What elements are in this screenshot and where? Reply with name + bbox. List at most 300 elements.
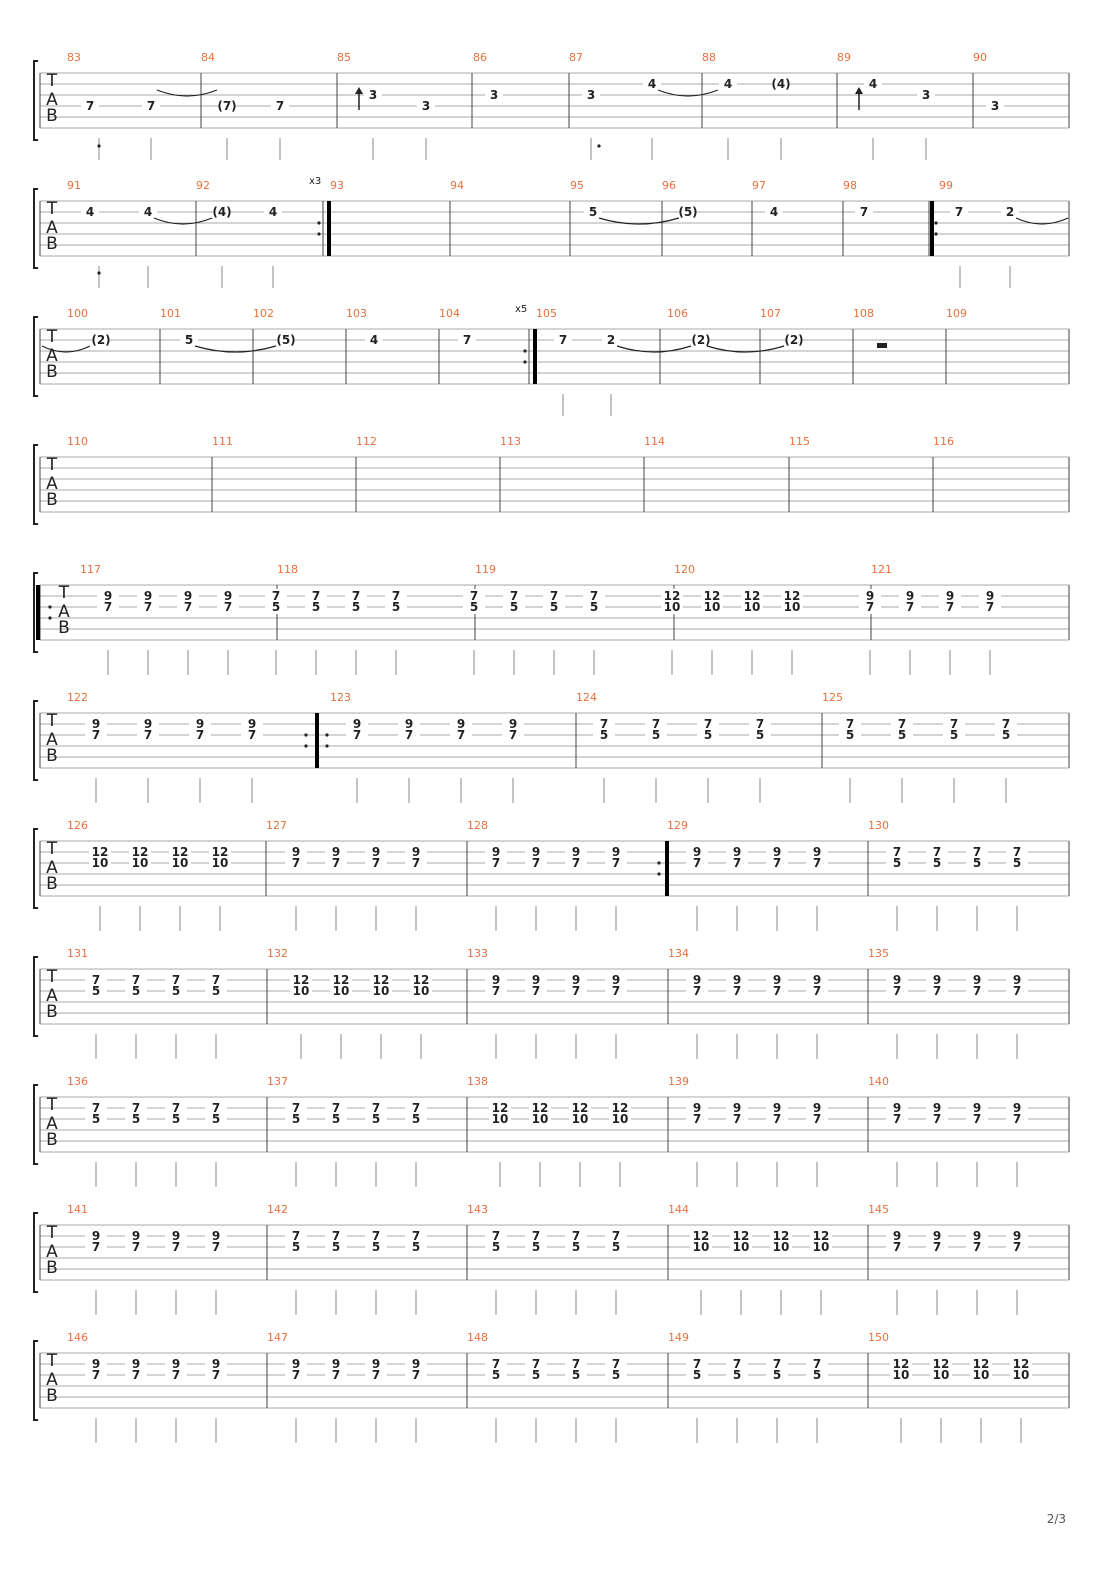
fret-number: 7 bbox=[131, 1101, 141, 1115]
tab-clef-b: B bbox=[46, 106, 58, 126]
fret-number: 12 bbox=[131, 845, 149, 859]
fret-number: 7 bbox=[411, 856, 421, 870]
repeat-dot bbox=[657, 861, 660, 864]
fret-number: 10 bbox=[972, 1368, 990, 1382]
fret-number: 7 bbox=[171, 1101, 181, 1115]
repeat-dot bbox=[48, 616, 51, 619]
fret-number: 9 bbox=[508, 717, 518, 731]
measure-number: 125 bbox=[822, 691, 843, 704]
fret-number: 9 bbox=[945, 589, 955, 603]
fret-number: 5 bbox=[588, 205, 598, 219]
measure-number: 126 bbox=[67, 819, 88, 832]
repeat-dot bbox=[48, 605, 51, 608]
tab-clef-t: T bbox=[46, 71, 58, 91]
fret-number: 9 bbox=[972, 973, 982, 987]
system-bracket bbox=[34, 957, 38, 1036]
fret-number: 5 bbox=[589, 600, 599, 614]
fret-number: 7 bbox=[146, 99, 156, 113]
fret-number: 5 bbox=[571, 1368, 581, 1382]
measure-number: 87 bbox=[569, 51, 583, 64]
measure-number: 122 bbox=[67, 691, 88, 704]
fret-number: 5 bbox=[651, 728, 661, 742]
measure-number: 143 bbox=[467, 1203, 488, 1216]
fret-number: 7 bbox=[371, 856, 381, 870]
fret-number: 7 bbox=[692, 1357, 702, 1371]
system-bracket bbox=[34, 189, 38, 268]
fret-number: 5 bbox=[1001, 728, 1011, 742]
fret-number: 7 bbox=[247, 728, 257, 742]
fret-number: 4 bbox=[769, 205, 779, 219]
measure-number: 136 bbox=[67, 1075, 88, 1088]
measure-number: 96 bbox=[662, 179, 676, 192]
system-bracket bbox=[34, 61, 38, 140]
measure-number: 105 bbox=[536, 307, 557, 320]
fret-number: 10 bbox=[292, 984, 310, 998]
bend-arrow-head bbox=[355, 87, 363, 94]
tab-clef-a: A bbox=[46, 730, 58, 750]
fret-number: 9 bbox=[972, 1229, 982, 1243]
tab-clef-a: A bbox=[46, 1242, 58, 1262]
fret-number: 7 bbox=[271, 589, 281, 603]
fret-number: 9 bbox=[972, 1101, 982, 1115]
fret-number: 7 bbox=[845, 717, 855, 731]
fret-number: 7 bbox=[812, 984, 822, 998]
fret-number: 9 bbox=[331, 1357, 341, 1371]
measure-number: 134 bbox=[668, 947, 689, 960]
tab-clef-b: B bbox=[46, 1258, 58, 1278]
measure-number: 147 bbox=[267, 1331, 288, 1344]
fret-number: 7 bbox=[411, 1229, 421, 1243]
fret-number: 5 bbox=[491, 1240, 501, 1254]
fret-number: 9 bbox=[812, 845, 822, 859]
fret-number: (4) bbox=[771, 77, 791, 91]
fret-number: 12 bbox=[491, 1101, 509, 1115]
fret-number: 3 bbox=[990, 99, 1000, 113]
measure-number: 108 bbox=[853, 307, 874, 320]
fret-number: 5 bbox=[171, 1112, 181, 1126]
tab-clef-t: T bbox=[46, 839, 58, 859]
fret-number: 7 bbox=[972, 984, 982, 998]
fret-number: 10 bbox=[812, 1240, 830, 1254]
measure-number: 131 bbox=[67, 947, 88, 960]
tab-clef-a: A bbox=[46, 218, 58, 238]
fret-number: 5 bbox=[351, 600, 361, 614]
fret-number: 10 bbox=[211, 856, 229, 870]
measure-number: 116 bbox=[933, 435, 954, 448]
fret-number: 9 bbox=[291, 1357, 301, 1371]
fret-number: 7 bbox=[651, 717, 661, 731]
fret-number: (4) bbox=[212, 205, 232, 219]
fret-number: 5 bbox=[371, 1112, 381, 1126]
fret-number: 9 bbox=[932, 1101, 942, 1115]
fret-number: 9 bbox=[223, 589, 233, 603]
repeat-count: x5 bbox=[515, 304, 528, 315]
fret-number: 10 bbox=[932, 1368, 950, 1382]
repeat-thick-barline bbox=[315, 713, 319, 768]
fret-number: 9 bbox=[91, 1357, 101, 1371]
fret-number: 10 bbox=[171, 856, 189, 870]
fret-number: 7 bbox=[291, 1368, 301, 1382]
fret-number: 9 bbox=[772, 1101, 782, 1115]
measure-number: 113 bbox=[500, 435, 521, 448]
fret-number: 7 bbox=[91, 973, 101, 987]
fret-number: 7 bbox=[351, 589, 361, 603]
repeat-dot bbox=[657, 872, 660, 875]
fret-number: 7 bbox=[932, 984, 942, 998]
fret-number: 9 bbox=[291, 845, 301, 859]
fret-number: 9 bbox=[611, 973, 621, 987]
fret-number: (2) bbox=[691, 333, 711, 347]
measure-number: 141 bbox=[67, 1203, 88, 1216]
fret-number: 7 bbox=[331, 1101, 341, 1115]
duration-dot bbox=[597, 144, 600, 147]
fret-number: 7 bbox=[949, 717, 959, 731]
fret-number: 5 bbox=[131, 984, 141, 998]
measure-number: 130 bbox=[868, 819, 889, 832]
fret-number: 7 bbox=[371, 1229, 381, 1243]
fret-number: 9 bbox=[247, 717, 257, 731]
fret-number: 9 bbox=[491, 973, 501, 987]
fret-number: 5 bbox=[371, 1240, 381, 1254]
fret-number: 5 bbox=[531, 1240, 541, 1254]
fret-number: 9 bbox=[143, 589, 153, 603]
fret-number: 9 bbox=[571, 973, 581, 987]
fret-number: 7 bbox=[812, 1112, 822, 1126]
measure-number: 86 bbox=[473, 51, 487, 64]
fret-number: 10 bbox=[131, 856, 149, 870]
fret-number: 7 bbox=[331, 1368, 341, 1382]
fret-number: 7 bbox=[469, 589, 479, 603]
fret-number: 5 bbox=[291, 1240, 301, 1254]
fret-number: 5 bbox=[692, 1368, 702, 1382]
fret-number: 9 bbox=[571, 845, 581, 859]
fret-number: 7 bbox=[954, 205, 964, 219]
tab-clef-a: A bbox=[46, 1114, 58, 1134]
tab-clef-t: T bbox=[46, 455, 58, 475]
fret-number: 7 bbox=[491, 1229, 501, 1243]
fret-number: 7 bbox=[531, 1229, 541, 1243]
page-number: 2/3 bbox=[1046, 1512, 1066, 1526]
measure-number: 93 bbox=[330, 179, 344, 192]
fret-number: (2) bbox=[91, 333, 111, 347]
tab-clef-t: T bbox=[46, 967, 58, 987]
fret-number: 5 bbox=[897, 728, 907, 742]
fret-number: 7 bbox=[1012, 1240, 1022, 1254]
fret-number: 10 bbox=[91, 856, 109, 870]
fret-number: 5 bbox=[1012, 856, 1022, 870]
fret-number: 10 bbox=[783, 600, 801, 614]
fret-number: 2 bbox=[606, 333, 616, 347]
fret-number: 7 bbox=[892, 984, 902, 998]
fret-number: 7 bbox=[1012, 984, 1022, 998]
measure-number: 142 bbox=[267, 1203, 288, 1216]
fret-number: 7 bbox=[972, 1240, 982, 1254]
fret-number: 7 bbox=[491, 984, 501, 998]
tab-clef-b: B bbox=[46, 1386, 58, 1406]
fret-number: 9 bbox=[171, 1357, 181, 1371]
fret-number: 5 bbox=[331, 1240, 341, 1254]
fret-number: 5 bbox=[949, 728, 959, 742]
measure-number: 146 bbox=[67, 1331, 88, 1344]
fret-number: 7 bbox=[611, 984, 621, 998]
fret-number: 7 bbox=[865, 600, 875, 614]
measure-number: 101 bbox=[160, 307, 181, 320]
fret-number: 9 bbox=[211, 1357, 221, 1371]
fret-number: 7 bbox=[371, 1368, 381, 1382]
fret-number: 7 bbox=[945, 600, 955, 614]
system-bracket bbox=[34, 1213, 38, 1292]
fret-number: 4 bbox=[268, 205, 278, 219]
tab-clef-t: T bbox=[46, 1223, 58, 1243]
tab-clef-b: B bbox=[46, 1130, 58, 1150]
fret-number: 5 bbox=[892, 856, 902, 870]
measure-number: 124 bbox=[576, 691, 597, 704]
fret-number: 9 bbox=[865, 589, 875, 603]
fret-number: 5 bbox=[91, 984, 101, 998]
fret-number: 9 bbox=[491, 845, 501, 859]
fret-number: 7 bbox=[812, 1357, 822, 1371]
measure-number: 135 bbox=[868, 947, 889, 960]
fret-number: 7 bbox=[211, 973, 221, 987]
tab-clef-b: B bbox=[46, 1002, 58, 1022]
fret-number: 9 bbox=[772, 845, 782, 859]
fret-number: 10 bbox=[332, 984, 350, 998]
fret-number: 9 bbox=[331, 845, 341, 859]
fret-number: 12 bbox=[932, 1357, 950, 1371]
fret-number: 7 bbox=[985, 600, 995, 614]
fret-number: 5 bbox=[391, 600, 401, 614]
fret-number: 9 bbox=[732, 845, 742, 859]
repeat-thick-barline bbox=[533, 329, 537, 384]
fret-number: 5 bbox=[291, 1112, 301, 1126]
tab-clef-b: B bbox=[46, 490, 58, 510]
fret-number: 10 bbox=[772, 1240, 790, 1254]
fret-number: 7 bbox=[703, 717, 713, 731]
fret-number: 7 bbox=[972, 1112, 982, 1126]
fret-number: 7 bbox=[732, 1357, 742, 1371]
fret-number: 5 bbox=[571, 1240, 581, 1254]
fret-number: 7 bbox=[291, 1101, 301, 1115]
fret-number: 9 bbox=[103, 589, 113, 603]
fret-number: 10 bbox=[491, 1112, 509, 1126]
fret-number: 7 bbox=[892, 1112, 902, 1126]
fret-number: 7 bbox=[558, 333, 568, 347]
fret-number: 12 bbox=[772, 1229, 790, 1243]
fret-number: 5 bbox=[91, 1112, 101, 1126]
fret-number: 7 bbox=[371, 1101, 381, 1115]
fret-number: 9 bbox=[352, 717, 362, 731]
measure-number: 140 bbox=[868, 1075, 889, 1088]
fret-number: 7 bbox=[131, 1368, 141, 1382]
fret-number: 5 bbox=[531, 1368, 541, 1382]
fret-number: 7 bbox=[611, 1229, 621, 1243]
fret-number: 5 bbox=[331, 1112, 341, 1126]
tab-clef-t: T bbox=[46, 199, 58, 219]
bend-arrow-head bbox=[855, 87, 863, 94]
fret-number: 10 bbox=[412, 984, 430, 998]
system-bracket bbox=[34, 1085, 38, 1164]
repeat-dot bbox=[304, 733, 307, 736]
fret-number: 7 bbox=[1001, 717, 1011, 731]
fret-number: 7 bbox=[932, 1240, 942, 1254]
fret-number: 7 bbox=[391, 589, 401, 603]
fret-number: 7 bbox=[772, 984, 782, 998]
fret-number: 9 bbox=[985, 589, 995, 603]
fret-number: 5 bbox=[211, 984, 221, 998]
measure-number: 91 bbox=[67, 179, 81, 192]
fret-number: 7 bbox=[91, 728, 101, 742]
fret-number: 9 bbox=[411, 845, 421, 859]
fret-number: 3 bbox=[586, 88, 596, 102]
fret-number: 9 bbox=[371, 845, 381, 859]
fret-number: 7 bbox=[331, 856, 341, 870]
system-bracket bbox=[34, 1341, 38, 1420]
fret-number: 7 bbox=[932, 1112, 942, 1126]
fret-number: 9 bbox=[892, 973, 902, 987]
fret-number: 7 bbox=[456, 728, 466, 742]
tab-clef-t: T bbox=[46, 1351, 58, 1371]
measure-number: 89 bbox=[837, 51, 851, 64]
fret-number: 7 bbox=[599, 717, 609, 731]
fret-number: 9 bbox=[195, 717, 205, 731]
tab-clef-t: T bbox=[46, 1095, 58, 1115]
fret-number: 10 bbox=[571, 1112, 589, 1126]
fret-number: 7 bbox=[611, 1357, 621, 1371]
fret-number: 3 bbox=[921, 88, 931, 102]
fret-number: 12 bbox=[1012, 1357, 1030, 1371]
tab-clef-a: A bbox=[46, 986, 58, 1006]
fret-number: 7 bbox=[732, 984, 742, 998]
fret-number: 5 bbox=[549, 600, 559, 614]
fret-number: 12 bbox=[892, 1357, 910, 1371]
measure-number: 110 bbox=[67, 435, 88, 448]
fret-number: 9 bbox=[91, 717, 101, 731]
measure-number: 128 bbox=[467, 819, 488, 832]
fret-number: 12 bbox=[292, 973, 310, 987]
fret-number: 9 bbox=[143, 717, 153, 731]
fret-number: 3 bbox=[489, 88, 499, 102]
fret-number: 7 bbox=[571, 856, 581, 870]
fret-number: 7 bbox=[411, 1368, 421, 1382]
fret-number: 5 bbox=[184, 333, 194, 347]
fret-number: 9 bbox=[692, 1101, 702, 1115]
measure-number: 117 bbox=[80, 563, 101, 576]
fret-number: 9 bbox=[892, 1229, 902, 1243]
fret-number: 5 bbox=[599, 728, 609, 742]
measure-number: 102 bbox=[253, 307, 274, 320]
fret-number: 9 bbox=[131, 1357, 141, 1371]
measure-number: 103 bbox=[346, 307, 367, 320]
fret-number: 5 bbox=[755, 728, 765, 742]
fret-number: 7 bbox=[531, 856, 541, 870]
fret-number: 9 bbox=[404, 717, 414, 731]
fret-number: 7 bbox=[103, 600, 113, 614]
fret-number: 5 bbox=[932, 856, 942, 870]
fret-number: 9 bbox=[531, 973, 541, 987]
fret-number: (5) bbox=[678, 205, 698, 219]
fret-number: 5 bbox=[411, 1240, 421, 1254]
fret-number: 9 bbox=[812, 1101, 822, 1115]
repeat-thick-barline bbox=[930, 201, 934, 256]
tab-clef-t: T bbox=[46, 711, 58, 731]
fret-number: 5 bbox=[845, 728, 855, 742]
fret-number: 9 bbox=[692, 845, 702, 859]
fret-number: 9 bbox=[131, 1229, 141, 1243]
fret-number: 9 bbox=[692, 973, 702, 987]
fret-number: 12 bbox=[783, 589, 801, 603]
measure-number: 123 bbox=[330, 691, 351, 704]
fret-number: 3 bbox=[368, 88, 378, 102]
fret-number: 5 bbox=[972, 856, 982, 870]
fret-number: 4 bbox=[143, 205, 153, 219]
system-bracket bbox=[34, 829, 38, 908]
fret-number: 7 bbox=[291, 856, 301, 870]
fret-number: 7 bbox=[211, 1368, 221, 1382]
measure-number: 109 bbox=[946, 307, 967, 320]
fret-number: 7 bbox=[143, 600, 153, 614]
fret-number: 9 bbox=[732, 1101, 742, 1115]
fret-number: 7 bbox=[692, 856, 702, 870]
measure-number: 97 bbox=[752, 179, 766, 192]
fret-number: 7 bbox=[131, 1240, 141, 1254]
fret-number: 7 bbox=[462, 333, 472, 347]
fret-number: 5 bbox=[211, 1112, 221, 1126]
fret-number: 10 bbox=[692, 1240, 710, 1254]
fret-number: 7 bbox=[611, 856, 621, 870]
tab-clef-b: B bbox=[58, 618, 70, 638]
fret-number: 4 bbox=[647, 77, 657, 91]
measure-number: 139 bbox=[668, 1075, 689, 1088]
fret-number: 7 bbox=[183, 600, 193, 614]
fret-number: 5 bbox=[772, 1368, 782, 1382]
fret-number: 5 bbox=[411, 1112, 421, 1126]
fret-number: 9 bbox=[905, 589, 915, 603]
measure-number: 132 bbox=[267, 947, 288, 960]
measure-number: 119 bbox=[475, 563, 496, 576]
fret-number: 7 bbox=[195, 728, 205, 742]
fret-number: 7 bbox=[772, 1357, 782, 1371]
fret-number: 7 bbox=[531, 984, 541, 998]
whole-rest bbox=[877, 343, 887, 348]
fret-number: 4 bbox=[369, 333, 379, 347]
tab-clef-a: A bbox=[46, 1370, 58, 1390]
measure-number: 112 bbox=[356, 435, 377, 448]
measure-number: 129 bbox=[667, 819, 688, 832]
measure-number: 106 bbox=[667, 307, 688, 320]
fret-number: 9 bbox=[932, 973, 942, 987]
measure-number: 114 bbox=[644, 435, 665, 448]
fret-number: 4 bbox=[85, 205, 95, 219]
fret-number: 7 bbox=[755, 717, 765, 731]
fret-number: 7 bbox=[143, 728, 153, 742]
fret-number: 10 bbox=[663, 600, 681, 614]
fret-number: 12 bbox=[611, 1101, 629, 1115]
measure-number: 95 bbox=[570, 179, 584, 192]
system-bracket bbox=[34, 445, 38, 524]
fret-number: 7 bbox=[331, 1229, 341, 1243]
repeat-dot bbox=[523, 349, 526, 352]
measure-number: 121 bbox=[871, 563, 892, 576]
fret-number: 10 bbox=[1012, 1368, 1030, 1382]
measure-number: 94 bbox=[450, 179, 464, 192]
fret-number: 5 bbox=[311, 600, 321, 614]
repeat-dot bbox=[523, 360, 526, 363]
fret-number: 7 bbox=[509, 589, 519, 603]
fret-number: 7 bbox=[972, 845, 982, 859]
fret-number: 12 bbox=[812, 1229, 830, 1243]
repeat-count: x3 bbox=[309, 176, 322, 187]
fret-number: 12 bbox=[531, 1101, 549, 1115]
